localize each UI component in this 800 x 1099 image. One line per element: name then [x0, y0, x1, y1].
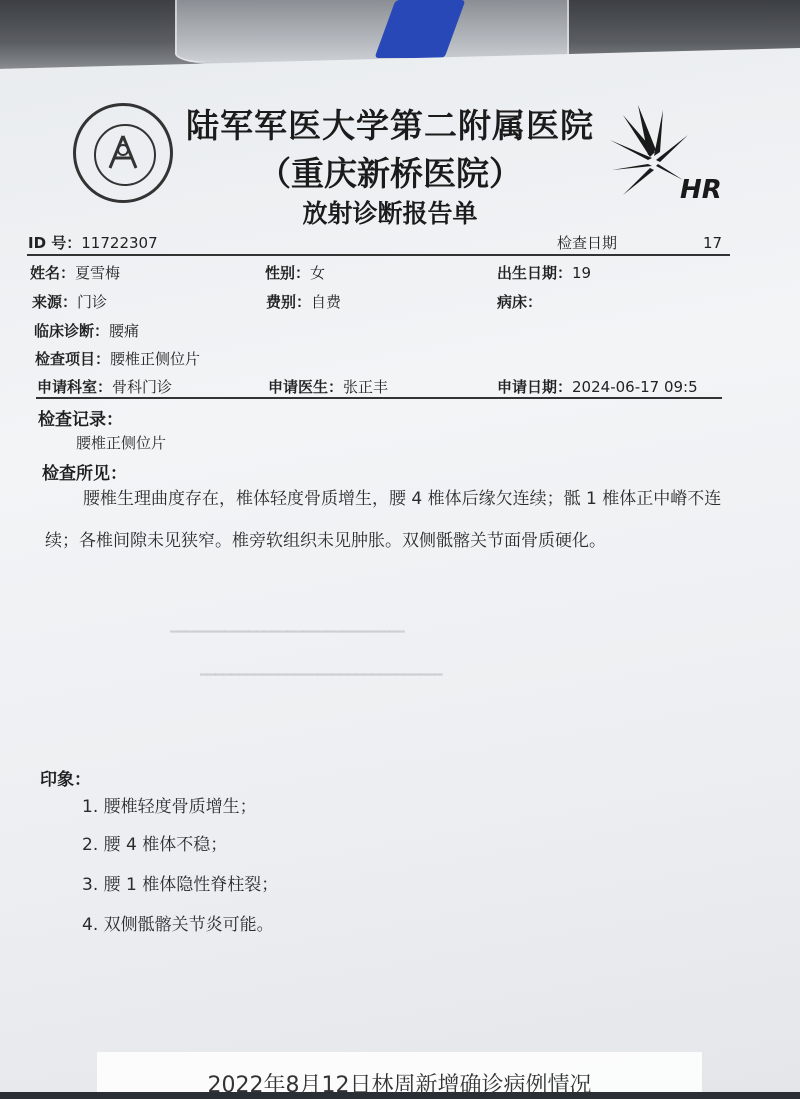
dept-field [37, 376, 172, 397]
fee-label: 费别： [266, 293, 312, 311]
impression-title: 印象： [40, 770, 91, 790]
apply-date-value: 2024-06-17 09:5 [572, 378, 698, 396]
hospital-seal [73, 103, 173, 203]
bed-field [497, 291, 542, 312]
header-rule-bottom [36, 397, 722, 399]
id-label: ID 号： [28, 234, 82, 252]
record-title: 检查记录： [38, 410, 123, 430]
fee-field [266, 291, 341, 312]
hospital-name: 陆军军医大学第二附属医院 [186, 106, 594, 145]
glass-jar [175, 0, 569, 64]
impression-item: 3. 腰 1 椎体隐性脊柱裂； [82, 875, 279, 895]
doctor-label: 申请医生： [268, 378, 344, 396]
gender-label: 性别： [265, 264, 311, 282]
gender-field [265, 262, 325, 283]
source-value: 门诊 [77, 293, 108, 311]
name-value: 夏雪梅 [75, 264, 121, 282]
diagnosis-value: 腰痛 [109, 322, 140, 340]
name-label: 姓名： [30, 264, 76, 282]
seal-emblem-icon [76, 106, 170, 200]
fee-value: 自费 [311, 293, 342, 311]
image-caption: 2022年8月12日林周新增确诊病例情况 [207, 1073, 592, 1098]
impression-item: 2. 腰 4 椎体不稳； [82, 835, 228, 855]
caption-box [97, 1052, 702, 1098]
exam-item-field [35, 348, 200, 369]
name-field [30, 262, 120, 283]
diagnosis-label: 临床诊断： [34, 322, 110, 340]
hospital-logo-icon [608, 100, 728, 210]
exam-item-value: 腰椎正侧位片 [110, 350, 201, 368]
exam-item-label: 检查项目： [35, 350, 111, 368]
record-text: 腰椎正侧位片 [76, 434, 167, 452]
bleed-through-line: ━━━━━━━━━━━━━━━━━━━━━━━━━━━━━━ [170, 625, 405, 640]
bed-label: 病床： [497, 293, 543, 311]
header-rule-top [27, 254, 730, 256]
apply-date-label: 申请日期： [497, 378, 573, 396]
id-field [28, 232, 158, 253]
exam-date-label: 检查日期 [557, 234, 618, 252]
doctor-value: 张正丰 [343, 378, 389, 396]
gender-value: 女 [310, 264, 326, 282]
svg-text:HR: HR [680, 175, 722, 205]
hospital-alias: （重庆新桥医院） [258, 154, 522, 193]
dept-value: 骨科门诊 [112, 378, 173, 396]
dob-field [497, 262, 591, 283]
apply-date-field [497, 376, 698, 397]
exam-date-value: 17 [703, 234, 723, 252]
dob-value: 19 [572, 264, 592, 282]
exam-date-field [557, 232, 722, 253]
dept-label: 申请科室： [37, 378, 113, 396]
doctor-field [268, 376, 388, 397]
dob-label: 出生日期： [497, 264, 573, 282]
findings-title: 检查所见： [42, 464, 127, 484]
findings-text: 腰椎生理曲度存在，椎体轻度骨质增生，腰 4 椎体后缘欠连续；骶 1 椎体正中嵴不连续；各椎间隙未见狭窄。椎旁软组织未见肿胀。双侧骶髂关节面骨质硬化。 [45, 489, 722, 551]
report-title: 放射诊断报告单 [302, 199, 478, 228]
source-field [32, 291, 107, 312]
impression-item: 1. 腰椎轻度骨质增生； [82, 797, 257, 817]
impression-item: 4. 双侧骶髂关节炎可能。 [82, 915, 274, 935]
source-label: 来源： [32, 293, 78, 311]
diagnosis-field [34, 320, 139, 341]
bleed-through-line: ━━━━━━━━━━━━━━━━━━━━━━━━━━━━━━━ [200, 668, 443, 683]
id-value: 11722307 [81, 234, 158, 252]
